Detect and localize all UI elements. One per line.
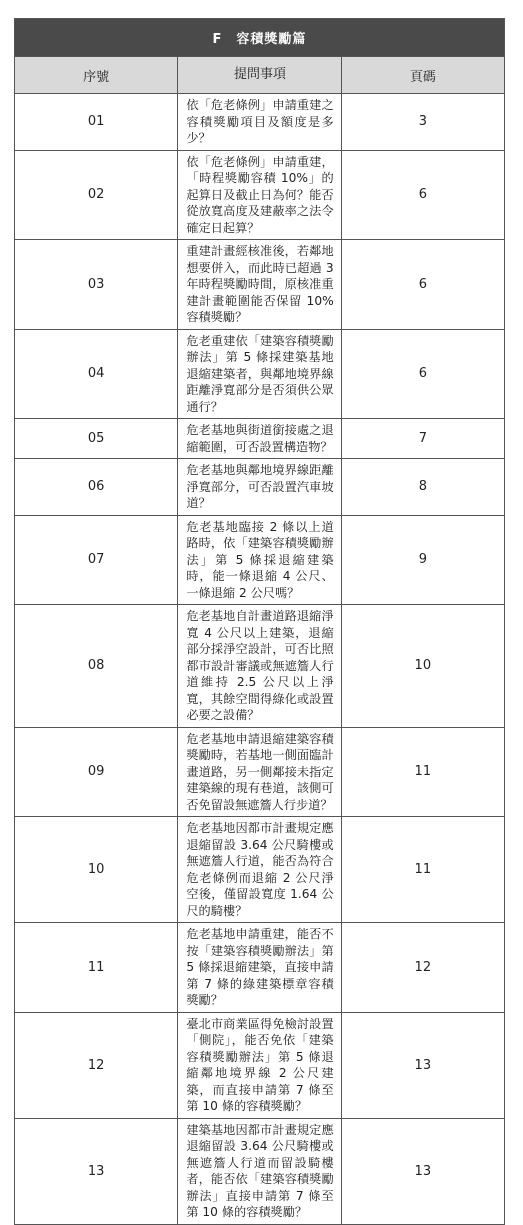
row-page: 6 bbox=[341, 329, 504, 419]
row-number: 04 bbox=[15, 329, 178, 419]
table-row bbox=[15, 459, 505, 516]
table-row bbox=[15, 515, 505, 605]
row-question: 危老基地與鄰地境界線距離淨寬部分，可否設置汽車坡道？ bbox=[178, 459, 341, 516]
row-page: 13 bbox=[341, 1012, 504, 1118]
row-page: 7 bbox=[341, 419, 504, 459]
table-row bbox=[15, 240, 505, 330]
row-number: 06 bbox=[15, 459, 178, 516]
faq-table bbox=[14, 18, 505, 1225]
row-number: 09 bbox=[15, 727, 178, 817]
row-question: 依「危老條例」申請重建之容積獎勵項目及額度是多少？ bbox=[178, 94, 341, 151]
row-page: 6 bbox=[341, 150, 504, 240]
table-body bbox=[15, 94, 505, 1225]
table-row bbox=[15, 1118, 505, 1224]
table-row bbox=[15, 150, 505, 240]
row-page: 12 bbox=[341, 923, 504, 1013]
row-page: 9 bbox=[341, 515, 504, 605]
row-number: 11 bbox=[15, 923, 178, 1013]
row-number: 05 bbox=[15, 419, 178, 459]
row-number: 08 bbox=[15, 605, 178, 728]
row-question: 危老基地自計畫道路退縮淨寬 4 公尺以上建築，退縮部分採淨空設計，可否比照都市設計審議或無遮簷人行道維持 2.5 公尺以上淨寬，其餘空間得綠化或設置必要之設備？ bbox=[178, 605, 341, 728]
header-row bbox=[15, 57, 505, 94]
table-row bbox=[15, 94, 505, 151]
row-number: 01 bbox=[15, 94, 178, 151]
header-no: 序號 bbox=[15, 57, 178, 94]
row-number: 03 bbox=[15, 240, 178, 330]
table-row bbox=[15, 923, 505, 1013]
row-question: 重建計畫經核准後，若鄰地想要併入，而此時已超過 3 年時程獎勵時間，原核准重建計畫範圍能否保留 10%容積獎勵？ bbox=[178, 240, 341, 330]
row-number: 02 bbox=[15, 150, 178, 240]
row-question: 危老基地申請退縮建築容積獎勵時，若基地一側面臨計畫道路，另一側鄰接未指定建築線的現有巷道，該側可否免留設無遮簷人行步道？ bbox=[178, 727, 341, 817]
header-question: 提問事項 bbox=[178, 57, 341, 94]
row-question: 建築基地因都市計畫規定應退縮留設 3.64 公尺騎樓或無遮簷人行道而留設騎樓者，能否依「建築容積獎勵辦法」直接申請第 7 條至第 10 條的容積獎勵？ bbox=[178, 1118, 341, 1224]
row-question: 危老基地臨接 2 條以上道路時，依「建築容積獎勵辦法」第 5 條採退縮建築時，能一條退縮 4 公尺、一條退縮 2 公尺嗎？ bbox=[178, 515, 341, 605]
row-question: 危老基地因都市計畫規定應退縮留設 3.64 公尺騎樓或無遮簷人行道，能否為符合危老條例而退縮 2 公尺淨空後，僅留設寬度 1.64 公尺的騎樓？ bbox=[178, 817, 341, 923]
row-page: 11 bbox=[341, 817, 504, 923]
row-page: 11 bbox=[341, 727, 504, 817]
row-page: 13 bbox=[341, 1118, 504, 1224]
table-row bbox=[15, 727, 505, 817]
header-page: 頁碼 bbox=[341, 57, 504, 94]
row-question: 依「危老條例」申請重建，「時程獎勵容積 10%」的起算日及截止日為何？能否從放寬高度及建蔽率之法令確定日起算？ bbox=[178, 150, 341, 240]
table-title: F 容積獎勵篇 bbox=[15, 19, 505, 57]
row-question: 臺北市商業區得免檢討設置「側院」，能否免依「建築容積獎勵辦法」第 5 條退縮鄰地境界線 2 公尺建築，而直接申請第 7 條至第 10 條的容積獎勵？ bbox=[178, 1012, 341, 1118]
row-question: 危老基地申請重建，能否不按「建築容積獎勵辦法」第 5 條採退縮建築，直接申請第 7 條的綠建築標章容積獎勵？ bbox=[178, 923, 341, 1013]
row-number: 10 bbox=[15, 817, 178, 923]
row-page: 10 bbox=[341, 605, 504, 728]
table-row bbox=[15, 419, 505, 459]
table-row bbox=[15, 1012, 505, 1118]
row-number: 12 bbox=[15, 1012, 178, 1118]
row-number: 13 bbox=[15, 1118, 178, 1224]
row-page: 3 bbox=[341, 94, 504, 151]
row-page: 8 bbox=[341, 459, 504, 516]
table-row bbox=[15, 605, 505, 728]
row-page: 6 bbox=[341, 240, 504, 330]
table-row bbox=[15, 817, 505, 923]
table-row bbox=[15, 329, 505, 419]
row-number: 07 bbox=[15, 515, 178, 605]
row-question: 危老基地與街道銜接處之退縮範圍，可否設置構造物？ bbox=[178, 419, 341, 459]
row-question: 危老重建依「建築容積獎勵辦法」第 5 條採建築基地退縮建築者，與鄰地境界線距離淨寬部分是否須供公眾通行？ bbox=[178, 329, 341, 419]
